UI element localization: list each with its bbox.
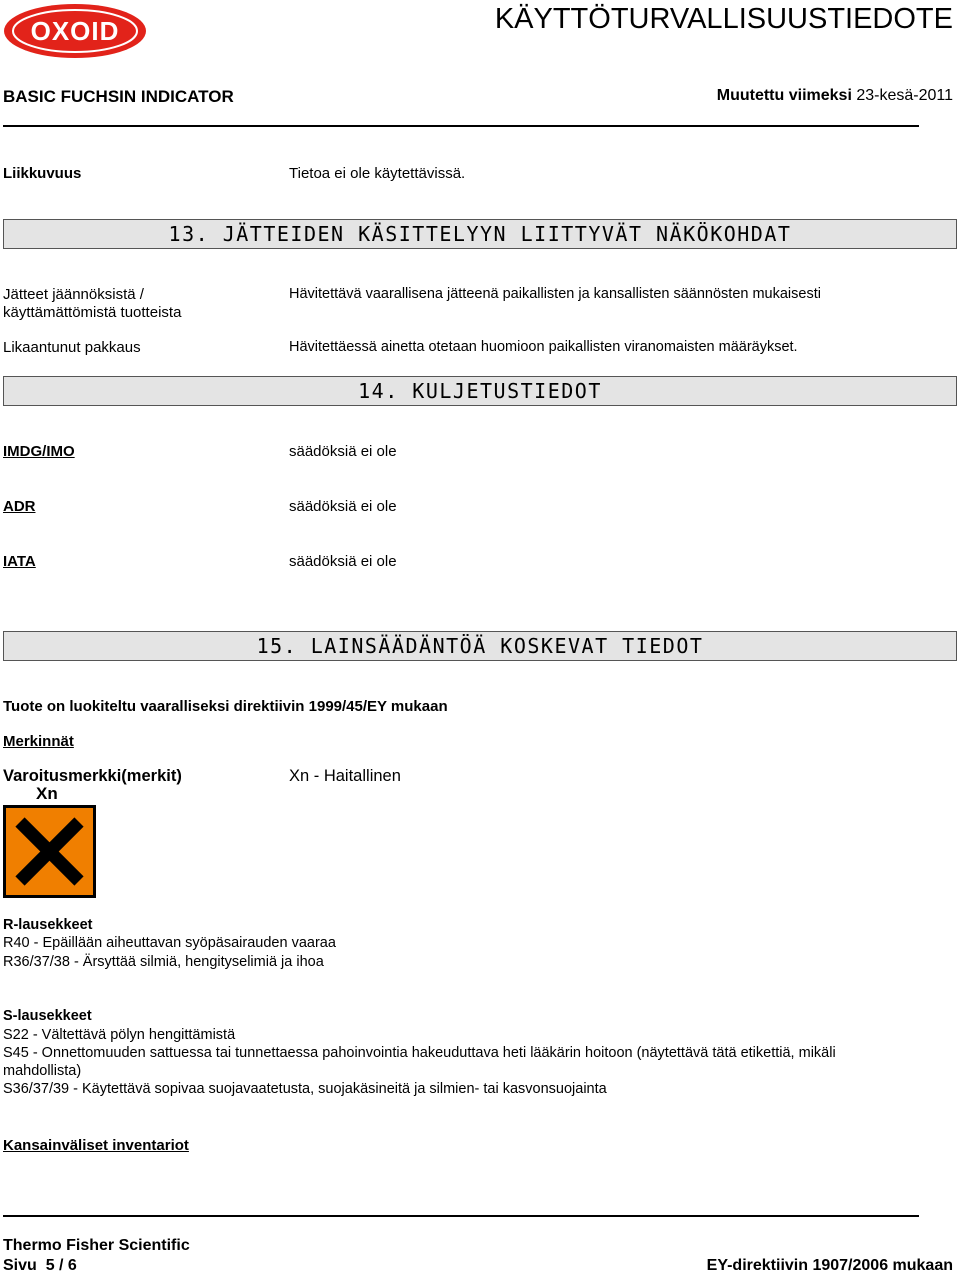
pictogram-code: Xn	[36, 784, 58, 803]
transport-value-adr: säädöksiä ei ole	[289, 498, 397, 515]
oxoid-logo	[3, 3, 147, 59]
classification-text: Tuote on luokiteltu vaaralliseksi direktiivin 1999/45/EY mukaan	[3, 698, 448, 715]
s-phrase: S22 - Vältettävä pölyn hengittämistä	[3, 1027, 236, 1043]
page-number: 5 / 6	[45, 1257, 77, 1274]
r-phrase: R40 - Epäillään aiheuttavan syöpäsairauden vaaraa	[3, 935, 336, 951]
header-rule	[3, 125, 919, 127]
s-phrase: S36/37/39 - Käytettävä sopivaa suojavaatetusta, suojakäsineitä ja silmien- tai kasvonsuojainta	[3, 1081, 607, 1097]
revised-label: Muutettu viimeksi	[716, 87, 852, 104]
section-15-heading: 15. LAINSÄÄDÄNTÖÄ KOSKEVAT TIEDOT	[3, 631, 957, 661]
revision-info	[717, 87, 953, 105]
product-name: BASIC FUCHSIN INDICATOR	[3, 87, 234, 106]
transport-label-iata: IATA	[3, 553, 36, 570]
page-label: Sivu	[3, 1257, 37, 1274]
transport-value-imdg: säädöksiä ei ole	[289, 443, 397, 460]
logo-text: OXOID	[30, 16, 120, 46]
footer-rule	[3, 1215, 919, 1217]
waste-label	[3, 286, 181, 322]
r-phrase: R36/37/38 - Ärsyttää silmiä, hengityselimiä ja ihoa	[3, 954, 324, 970]
s-phrases-heading: S-lausekkeet	[3, 1008, 92, 1024]
transport-value-iata: säädöksiä ei ole	[289, 553, 397, 570]
packaging-label: Likaantunut pakkaus	[3, 339, 141, 356]
footer-company: Thermo Fisher Scientific	[3, 1237, 190, 1254]
waste-label-line2: käyttämättömistä tuotteista	[3, 304, 182, 321]
markings-heading: Merkinnät	[3, 733, 74, 750]
inventories-heading: Kansainväliset inventariot	[3, 1137, 189, 1154]
s-phrase: S45 - Onnettomuuden sattuessa tai tunnettaessa pahoinvointia hakeuduttava heti lääkärin hoitoon (näytettävä tätä etikettiä, mikäli	[3, 1045, 836, 1061]
s-phrase-continuation: mahdollista)	[3, 1063, 82, 1079]
transport-label-adr: ADR	[3, 498, 36, 515]
footer-directive: EY-direktiivin 1907/2006 mukaan	[706, 1257, 953, 1274]
packaging-value: Hävitettäessä ainetta otetaan huomioon paikallisten viranomaisten määräykset.	[289, 339, 798, 355]
r-phrases-heading: R-lausekkeet	[3, 917, 93, 933]
mobility-value: Tietoa ei ole käytettävissä.	[289, 165, 466, 182]
mobility-label: Liikkuvuus	[3, 165, 82, 182]
waste-value: Hävitettävä vaarallisena jätteenä paikallisten ja kansallisten säännösten mukaisesti	[289, 286, 821, 302]
section-13-heading: 13. JÄTTEIDEN KÄSITTELYYN LIITTYVÄT NÄKÖKOHDAT	[3, 219, 957, 249]
footer-page	[3, 1257, 77, 1275]
revised-date: 23-kesä-2011	[856, 87, 953, 104]
hazard-symbol-value: Xn - Haitallinen	[289, 767, 401, 785]
section-14-heading: 14. KULJETUSTIEDOT	[3, 376, 957, 406]
harmful-x-icon	[3, 805, 96, 898]
waste-label-line1: Jätteet jäännöksistä /	[3, 286, 144, 303]
document-title: KÄYTTÖTURVALLISUUSTIEDOTE	[494, 3, 953, 35]
transport-label-imdg: IMDG/IMO	[3, 443, 75, 460]
hazard-symbol-label: Varoitusmerkki(merkit)	[3, 767, 182, 785]
